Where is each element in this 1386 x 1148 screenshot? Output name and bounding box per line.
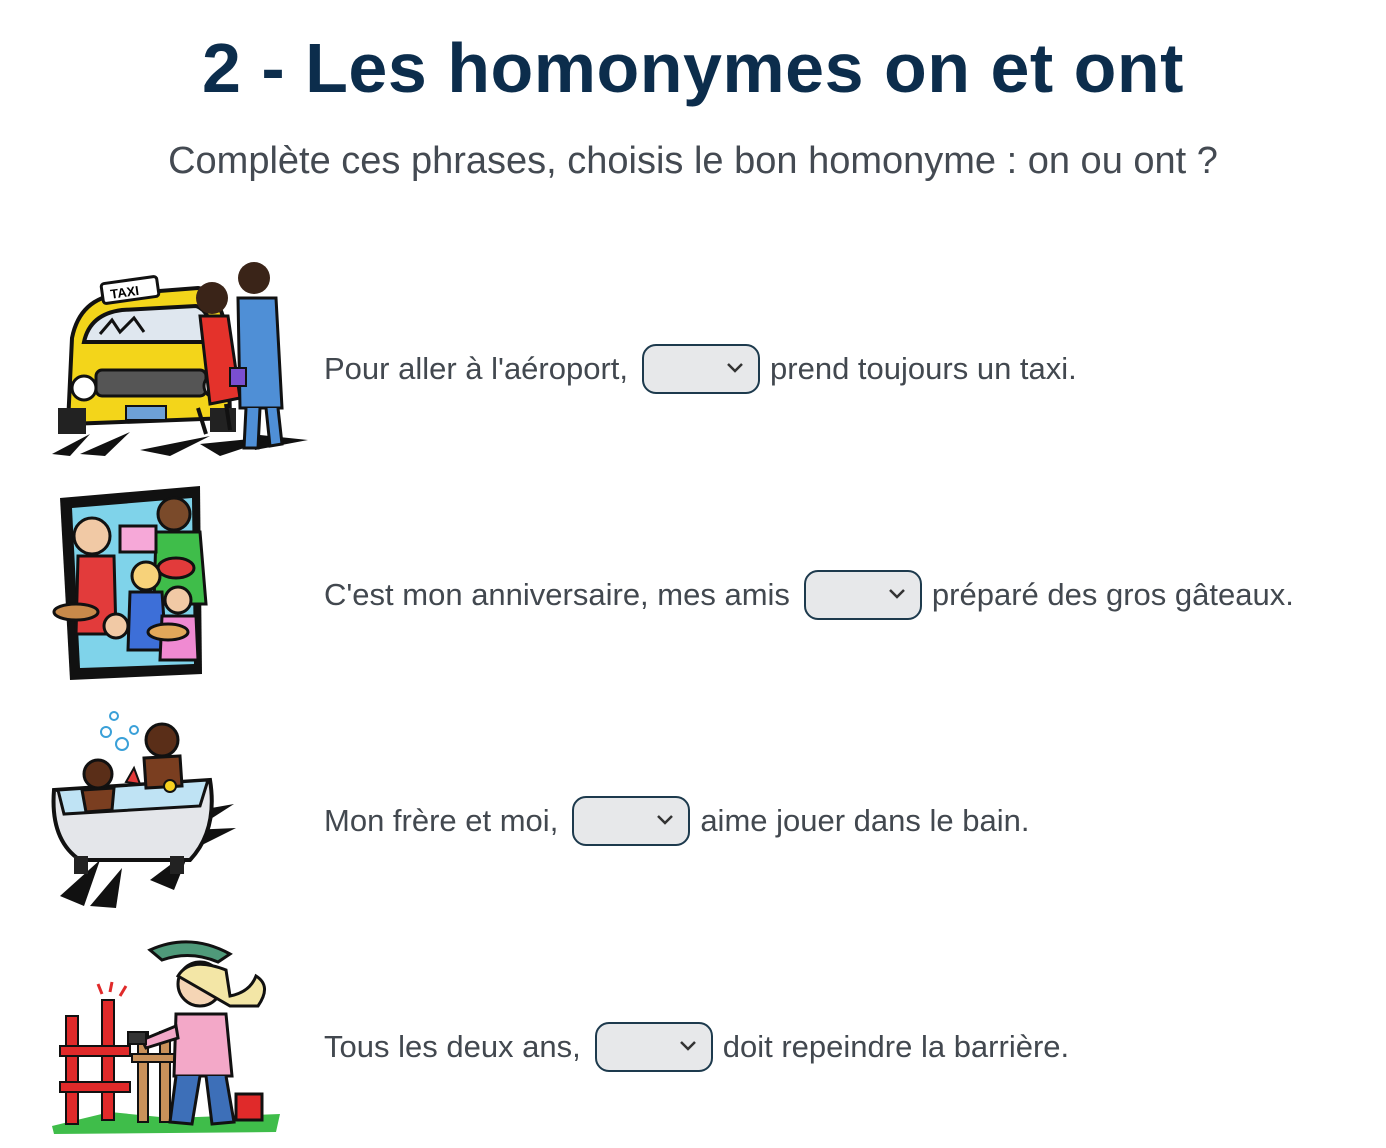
answer-dropdown[interactable] xyxy=(572,796,690,846)
exercise-row xyxy=(0,936,1386,1136)
chevron-down-icon xyxy=(726,362,744,374)
sentence-start: C'est mon anniversaire, mes amis xyxy=(324,577,790,612)
sentence xyxy=(324,1020,1069,1074)
answer-dropdown[interactable] xyxy=(804,570,922,620)
exercise-row xyxy=(0,484,1386,684)
taxi-sign: TAXI xyxy=(109,282,140,302)
exercise-row xyxy=(0,710,1386,910)
sentence-start: Tous les deux ans, xyxy=(324,1029,581,1064)
exercise-row xyxy=(0,258,1386,458)
sentence-end: prend toujours un taxi. xyxy=(770,351,1077,386)
chevron-down-icon xyxy=(888,588,906,600)
sentence-end: aime jouer dans le bain. xyxy=(700,803,1030,838)
instructions: Complète ces phrases, choisis le bon homonyme : on ou ont ? xyxy=(168,140,1218,182)
bath-picture xyxy=(50,710,240,910)
sentence-start: Mon frère et moi, xyxy=(324,803,559,838)
sentence xyxy=(324,794,1029,848)
sentence-start: Pour aller à l'aéroport, xyxy=(324,351,629,386)
sentence-end: préparé des gros gâteaux. xyxy=(931,577,1294,612)
answer-dropdown[interactable] xyxy=(642,344,760,394)
birthday-picture xyxy=(50,484,222,684)
page-title: 2 - Les homonymes on et ont xyxy=(202,29,1184,107)
sentence-end: doit repeindre la barrière. xyxy=(722,1029,1070,1064)
sentence xyxy=(324,568,1294,622)
painting-picture xyxy=(50,936,284,1136)
sentence xyxy=(324,342,1077,396)
chevron-down-icon xyxy=(656,814,674,826)
chevron-down-icon xyxy=(679,1040,697,1052)
answer-dropdown[interactable] xyxy=(595,1022,713,1072)
taxi-picture xyxy=(50,258,312,458)
